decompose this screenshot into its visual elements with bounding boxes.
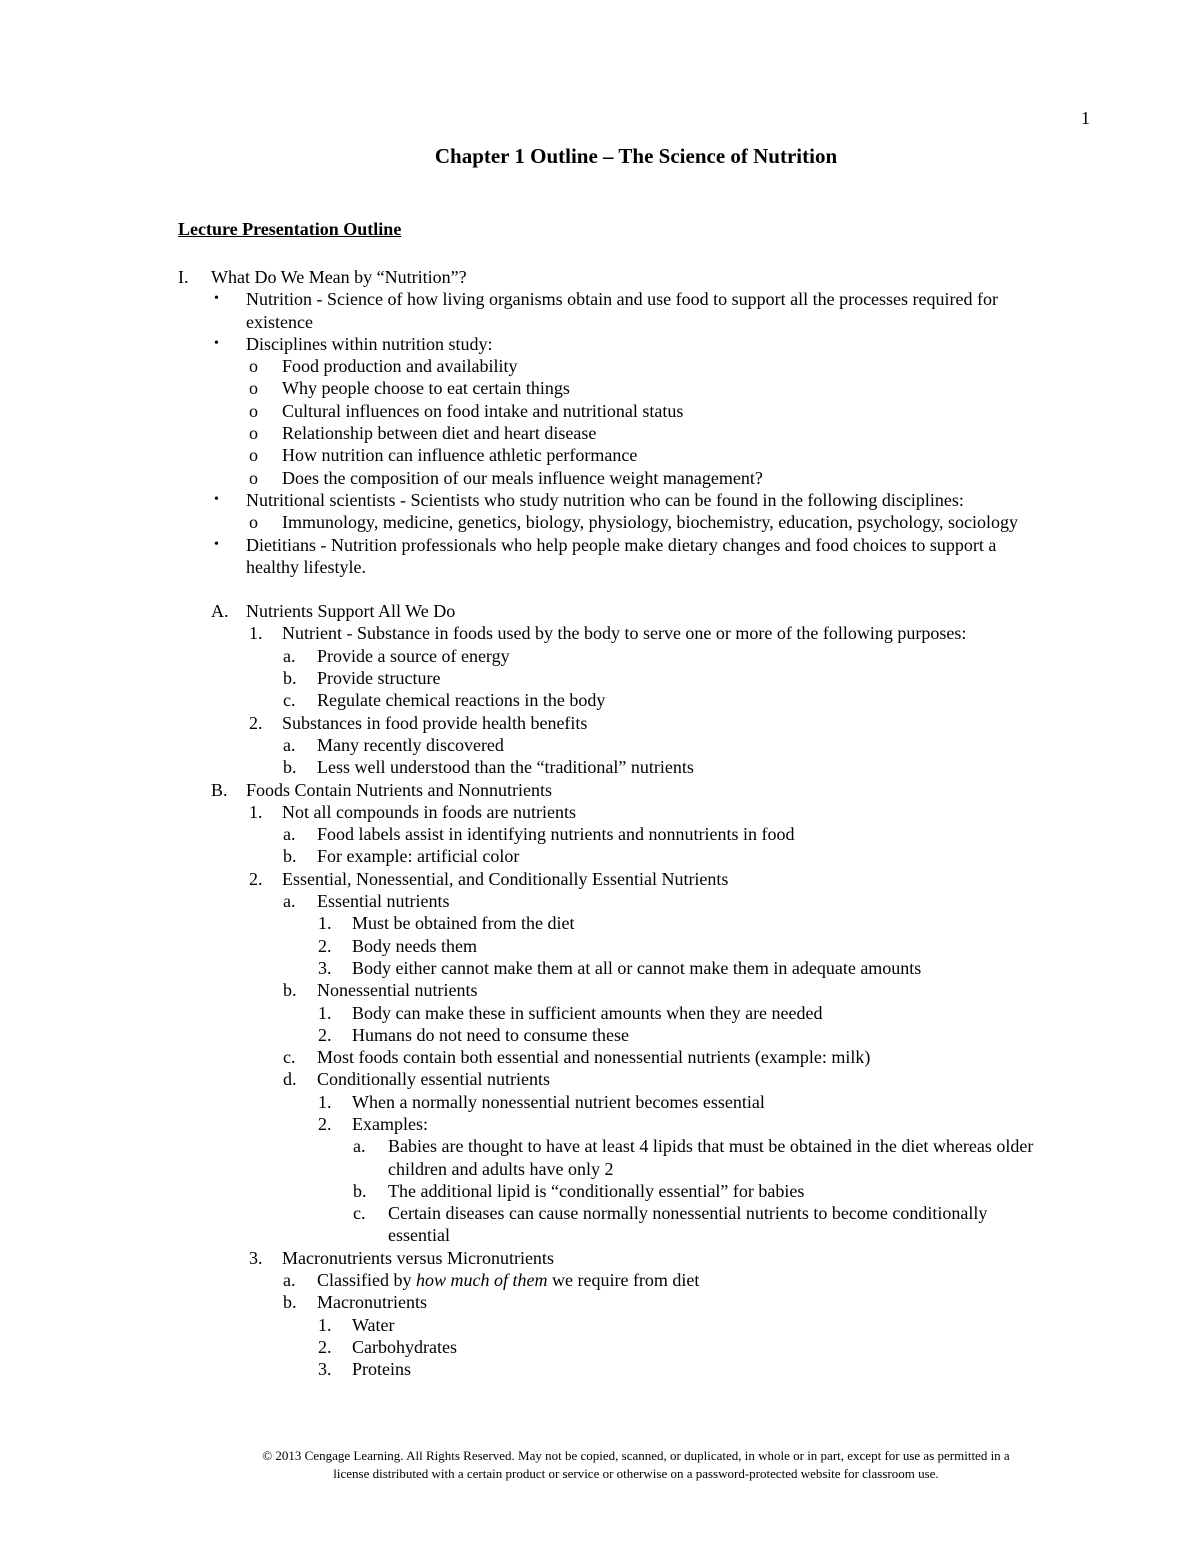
outline-marker: a.	[353, 1136, 366, 1157]
footer-line-1: © 2013 Cengage Learning. All Rights Reserved. May not be copied, scanned, or duplicated, in whole or in part, except for use as permitted in a	[262, 1448, 1010, 1463]
lecture-outline	[0, 266, 1200, 1381]
outline-marker: b.	[283, 1292, 297, 1313]
outline-marker: o	[249, 356, 258, 377]
outline-marker: 1.	[318, 913, 332, 934]
outline-item	[0, 1002, 1200, 1024]
outline-text: Nutritional scientists - Scientists who study nutrition who can be found in the following disciplines:	[246, 489, 964, 510]
outline-item	[0, 511, 1200, 533]
outline-marker: B.	[211, 779, 228, 800]
outline-text: Nutrition - Science of how living organisms obtain and use food to support all the processes required for	[246, 289, 999, 310]
outline-text: Body can make these in sufficient amounts when they are needed	[352, 1002, 823, 1023]
outline-item	[0, 355, 1200, 377]
outline-item	[0, 489, 1200, 511]
outline-marker: c.	[353, 1203, 366, 1224]
outline-text: Body either cannot make them at all or cannot make them in adequate amounts	[352, 957, 922, 978]
outline-item	[0, 823, 1200, 845]
outline-item	[0, 288, 1200, 310]
outline-item	[0, 935, 1200, 957]
outline-text: Cultural influences on food intake and nutritional status	[282, 400, 684, 421]
outline-marker: 2.	[249, 712, 263, 733]
outline-marker: 1.	[318, 1314, 332, 1335]
outline-marker: c.	[283, 1047, 296, 1068]
outline-marker: 2.	[318, 1024, 332, 1045]
outline-text: Regulate chemical reactions in the body	[317, 690, 606, 711]
outline-item	[0, 377, 1200, 399]
outline-item	[0, 979, 1200, 1001]
section-heading: Lecture Presentation Outline	[178, 219, 402, 239]
outline-text: Why people choose to eat certain things	[282, 378, 570, 399]
outline-text: Substances in food provide health benefits	[282, 712, 588, 733]
outline-text: The additional lipid is “conditionally essential” for babies	[388, 1180, 805, 1201]
bullet-icon: •	[214, 536, 219, 552]
outline-text: Immunology, medicine, genetics, biology, physiology, biochemistry, education, psychology, sociology	[282, 512, 1019, 533]
outline-item	[0, 1247, 1200, 1269]
outline-text: Relationship between diet and heart disease	[282, 423, 597, 444]
outline-item	[0, 1291, 1200, 1313]
outline-marker: b.	[283, 757, 297, 778]
outline-text: Certain diseases can cause normally nonessential nutrients to become conditionally	[388, 1203, 988, 1224]
bullet-icon: •	[214, 335, 219, 351]
outline-marker: o	[249, 512, 258, 533]
outline-item	[0, 1046, 1200, 1068]
outline-item	[0, 667, 1200, 689]
outline-text: Must be obtained from the diet	[352, 913, 575, 934]
outline-item	[0, 266, 1200, 288]
outline-item	[0, 779, 1200, 801]
outline-marker: 1.	[318, 1091, 332, 1112]
outline-text: Nutrient - Substance in foods used by the body to serve one or more of the following purposes:	[282, 623, 967, 644]
outline-marker: o	[249, 378, 258, 399]
outline-text-part: we require from diet	[547, 1270, 700, 1291]
outline-text: Water	[352, 1314, 395, 1335]
outline-marker: a.	[283, 645, 296, 666]
outline-item	[0, 1068, 1200, 1090]
outline-marker: a.	[283, 1270, 296, 1291]
bullet-icon: •	[214, 491, 219, 507]
outline-text: Provide a source of energy	[317, 645, 510, 666]
outline-item	[0, 912, 1200, 934]
outline-text: Humans do not need to consume these	[352, 1024, 629, 1045]
outline-marker: 3.	[318, 957, 332, 978]
outline-text: Many recently discovered	[317, 734, 504, 755]
outline-marker: b.	[283, 980, 297, 1001]
outline-item	[0, 1091, 1200, 1113]
outline-marker: o	[249, 445, 258, 466]
outline-item	[0, 801, 1200, 823]
outline-marker: 1.	[249, 623, 263, 644]
outline-text: Less well understood than the “traditional” nutrients	[317, 757, 694, 778]
outline-item	[0, 1024, 1200, 1046]
outline-text: Essential, Nonessential, and Conditionally Essential Nutrients	[282, 868, 729, 889]
outline-text	[317, 1269, 699, 1291]
outline-item	[0, 467, 1200, 489]
outline-item	[0, 1180, 1200, 1202]
outline-marker: o	[249, 467, 258, 488]
outline-marker: c.	[283, 690, 296, 711]
outline-text: Macronutrients versus Micronutrients	[282, 1247, 554, 1268]
outline-marker: 2.	[318, 1336, 332, 1357]
page-number: 1	[1081, 108, 1090, 128]
outline-text: Disciplines within nutrition study:	[246, 333, 493, 354]
outline-text: Babies are thought to have at least 4 lipids that must be obtained in the diet whereas older	[388, 1136, 1034, 1157]
outline-text: Conditionally essential nutrients	[317, 1069, 550, 1090]
outline-text-emphasis: how much of them	[416, 1270, 548, 1291]
outline-text: Does the composition of our meals influence weight management?	[282, 467, 763, 488]
outline-marker: 1.	[318, 1002, 332, 1023]
outline-text: Not all compounds in foods are nutrients	[282, 801, 576, 822]
outline-marker: a.	[283, 824, 296, 845]
outline-marker: a.	[283, 734, 296, 755]
outline-marker: 1.	[249, 801, 263, 822]
outline-item	[0, 1202, 1200, 1224]
outline-item	[0, 712, 1200, 734]
footer-line-2: license distributed with a certain product or service or otherwise on a password-protected website for classroom use.	[333, 1466, 939, 1481]
outline-marker: 2.	[249, 868, 263, 889]
outline-item	[0, 1135, 1200, 1157]
outline-marker: b.	[353, 1180, 367, 1201]
outline-text: What Do We Mean by “Nutrition”?	[211, 267, 467, 287]
outline-text: Carbohydrates	[352, 1336, 457, 1357]
outline-text: Nutrients Support All We Do	[246, 601, 456, 622]
outline-item	[0, 689, 1200, 711]
outline-text: Body needs them	[352, 935, 477, 956]
outline-text: Most foods contain both essential and nonessential nutrients (example: milk)	[317, 1047, 871, 1068]
outline-item	[0, 756, 1200, 778]
outline-text: For example: artificial color	[317, 846, 520, 867]
outline-text: When a normally nonessential nutrient becomes essential	[352, 1091, 765, 1112]
outline-item	[0, 534, 1200, 556]
outline-text: Dietitians - Nutrition professionals who help people make dietary changes and food choices to support a	[246, 534, 997, 555]
outline-marker: 2.	[318, 935, 332, 956]
outline-item	[0, 1314, 1200, 1336]
outline-item	[0, 645, 1200, 667]
outline-item	[0, 556, 1200, 578]
outline-text: healthy lifestyle.	[246, 556, 366, 577]
outline-text: How nutrition can influence athletic performance	[282, 445, 638, 466]
outline-item	[0, 1158, 1200, 1180]
outline-text-part: Classified by	[317, 1270, 416, 1291]
outline-item	[0, 1358, 1200, 1380]
outline-item	[0, 600, 1200, 622]
outline-item	[0, 333, 1200, 355]
copyright-footer	[0, 1447, 1200, 1483]
outline-item	[0, 1269, 1200, 1291]
outline-item	[0, 1336, 1200, 1358]
outline-text: Nonessential nutrients	[317, 980, 478, 1001]
outline-text: Provide structure	[317, 668, 441, 689]
outline-marker: d.	[283, 1069, 297, 1090]
outline-marker: o	[249, 400, 258, 421]
outline-text: Essential nutrients	[317, 891, 450, 912]
outline-item	[0, 734, 1200, 756]
outline-text: children and adults have only 2	[388, 1158, 614, 1179]
outline-marker: 3.	[318, 1359, 332, 1380]
outline-marker: b.	[283, 846, 297, 867]
page-title: Chapter 1 Outline – The Science of Nutrition	[434, 144, 838, 168]
outline-text: existence	[246, 311, 313, 332]
outline-item	[0, 444, 1200, 466]
outline-text: Proteins	[352, 1359, 412, 1380]
outline-marker: 2.	[318, 1113, 332, 1134]
outline-item	[0, 1224, 1200, 1246]
outline-text: Macronutrients	[317, 1292, 427, 1313]
outline-text: Food production and availability	[282, 356, 518, 377]
outline-item	[0, 868, 1200, 890]
outline-item	[0, 311, 1200, 333]
outline-text: Food labels assist in identifying nutrients and nonnutrients in food	[317, 824, 795, 845]
outline-marker: I.	[178, 267, 189, 287]
outline-item	[0, 890, 1200, 912]
bullet-icon: •	[214, 291, 219, 307]
outline-item	[0, 1113, 1200, 1135]
outline-marker: A.	[211, 601, 229, 622]
outline-marker: o	[249, 423, 258, 444]
outline-item	[0, 400, 1200, 422]
outline-item	[0, 422, 1200, 444]
outline-text: Examples:	[352, 1113, 428, 1134]
outline-item	[0, 622, 1200, 644]
outline-marker: 3.	[249, 1247, 263, 1268]
outline-marker: b.	[283, 668, 297, 689]
outline-item	[0, 845, 1200, 867]
outline-item	[0, 957, 1200, 979]
outline-text: essential	[388, 1225, 450, 1246]
outline-text: Foods Contain Nutrients and Nonnutrients	[246, 779, 552, 800]
outline-marker: a.	[283, 891, 296, 912]
